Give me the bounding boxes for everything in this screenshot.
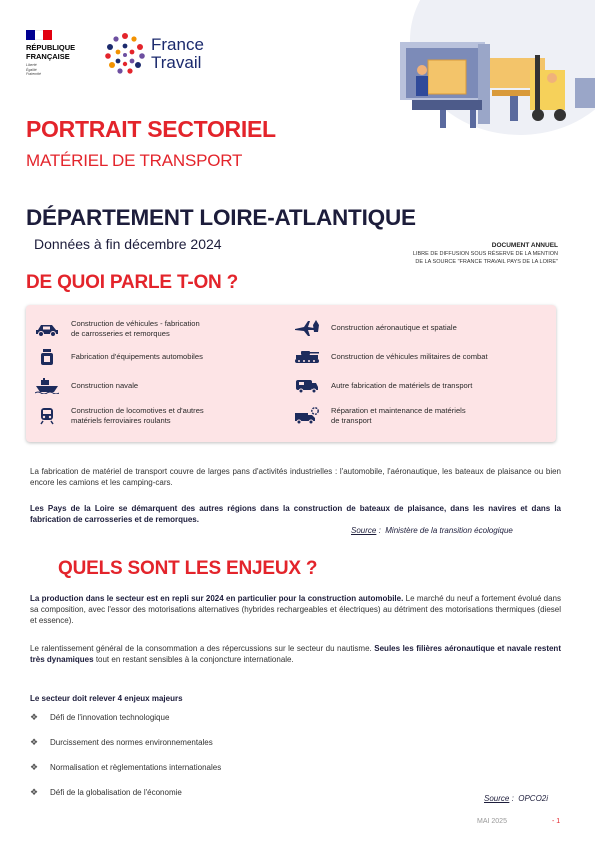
- activity-item: [34, 319, 271, 339]
- activity-item: [294, 319, 531, 337]
- department-title: DÉPARTEMENT LOIRE-ATLANTIQUE: [26, 205, 416, 230]
- france-travail-name: France Travail: [151, 35, 204, 72]
- list-item: ❖ Défi de la globalisation de l'économie: [30, 787, 182, 797]
- tank-icon: [294, 348, 320, 366]
- france-travail-logo: [103, 30, 204, 78]
- enjeux-title: Le secteur doit relever 4 enjeux majeurs: [30, 694, 183, 703]
- activities-box: [26, 305, 556, 442]
- car-icon: [34, 320, 60, 338]
- page-number: - 1: [552, 818, 561, 825]
- plane-rocket-icon: [294, 319, 320, 337]
- activity-label: Construction aéronautique et spatiale: [331, 323, 457, 332]
- footer-date: MAI 2025: [477, 818, 507, 825]
- diamond-bullet-icon: ❖: [30, 712, 39, 722]
- list-item: ❖ Défi de l'innovation technologique: [30, 712, 170, 722]
- document-note-1: LIBRE DE DIFFUSION SOUS RÉSERVE DE LA MENTION: [412, 251, 558, 257]
- activity-label: Construction de locomotives et d'autres matériels ferroviaires roulants: [71, 406, 204, 425]
- france-travail-dots-icon: [103, 31, 147, 77]
- consumption-paragraph: Le ralentissement général de la consommation a des répercussions sur le secteur du nautisme. Seules les filières aéronautique et navale restent très dynamiques tout en restant sensibles à la conjoncture internationale.: [30, 644, 561, 664]
- activity-item: [294, 406, 531, 426]
- warehouse-illustration: [380, 0, 595, 135]
- production-paragraph: La production dans le secteur est en repli sur 2024 en particulier pour la construction automobile. Le marché du neuf a fortement évolué dans sa composition, avec l'essor des motorisations alternatives (hybrides rechargeables et électriques) au détriment des motorisations thermiques (diesel et essence).: [30, 594, 562, 625]
- activity-label: Autre fabrication de matériels de transport: [331, 381, 473, 390]
- french-flag-icon: [26, 30, 52, 40]
- rf-name: RÉPUBLIQUE FRANÇAISE: [26, 43, 76, 61]
- activity-label: Construction de véhicules - fabrication de carrosseries et remorques: [71, 319, 200, 338]
- camper-icon: [294, 377, 320, 395]
- activity-label: Fabrication d'équipements automobiles: [71, 352, 203, 361]
- source-note-1: Source : Ministère de la transition écologique: [351, 526, 513, 535]
- source-note-2: Source : OPCO2i: [484, 794, 549, 803]
- intro-paragraph: La fabrication de matériel de transport couvre de larges pans d'activités industrielles : l'automobile, l'aéronautique, les bateaux de plaisance ou bien encore les camions et les camping-cars.: [30, 467, 561, 487]
- highlight-paragraph: Les Pays de la Loire se démarquent des autres régions dans la construction de bateaux de plaisance, dans les navires et dans la fabrication de carrosseries et de remorques.: [30, 504, 561, 524]
- section-heading-what: DE QUOI PARLE T-ON ?: [26, 272, 239, 293]
- data-date: Données à fin décembre 2024: [34, 236, 222, 252]
- activity-label: Construction de véhicules militaires de combat: [331, 352, 488, 361]
- activity-item: [294, 348, 531, 366]
- rf-motto: Liberté Égalité Fraternité: [26, 63, 41, 76]
- republique-francaise-logo: [26, 30, 96, 77]
- activity-label: Réparation et maintenance de matériels de transport: [331, 406, 466, 425]
- activity-item: [294, 377, 531, 395]
- document-notice: [413, 241, 558, 266]
- document-note-2: DE LA SOURCE "FRANCE TRAVAIL PAYS DE LA LOIRE": [415, 259, 558, 265]
- activity-item: [34, 377, 271, 395]
- page-subtitle: MATÉRIEL DE TRANSPORT: [26, 151, 243, 170]
- activity-item: [34, 406, 271, 426]
- diamond-bullet-icon: ❖: [30, 787, 39, 797]
- car-part-icon: [34, 348, 60, 366]
- page-title: PORTRAIT SECTORIEL: [26, 116, 276, 142]
- activity-label: Construction navale: [71, 381, 139, 390]
- activity-item: [34, 348, 271, 366]
- truck-repair-icon: [294, 407, 320, 425]
- diamond-bullet-icon: ❖: [30, 737, 39, 747]
- train-icon: [34, 407, 60, 425]
- ship-icon: [34, 377, 60, 395]
- list-item: ❖ Durcissement des normes environnementales: [30, 737, 213, 747]
- diamond-bullet-icon: ❖: [30, 762, 39, 772]
- document-type: DOCUMENT ANNUEL: [491, 242, 558, 249]
- list-item: ❖ Normalisation et règlementations internationales: [30, 762, 222, 772]
- section-heading-stakes: QUELS SONT LES ENJEUX ?: [58, 558, 318, 579]
